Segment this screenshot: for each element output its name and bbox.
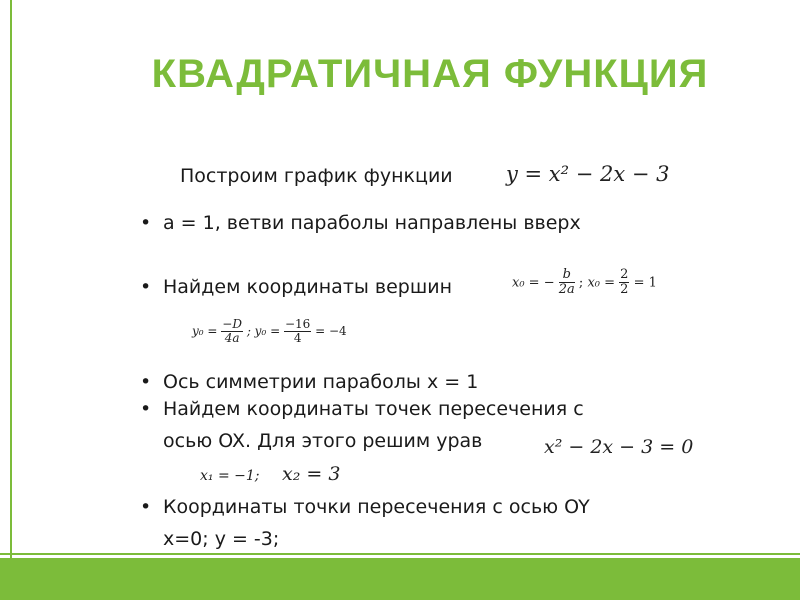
bullet-vertex: Найдем координаты вершин bbox=[163, 276, 453, 298]
bullet-axis: Ось симметрии параболы x = 1 bbox=[163, 371, 479, 393]
bottom-accent-line bbox=[0, 553, 800, 555]
intro-text: Построим график функции bbox=[180, 165, 453, 187]
slide-title: КВАДРАТИЧНАЯ ФУНКЦИЯ bbox=[151, 52, 709, 96]
root-x1: x₁ = −1; bbox=[200, 468, 260, 484]
root-x2: x₂ = 3 bbox=[282, 463, 341, 485]
bullet-dot: • bbox=[140, 398, 152, 420]
bullet-dot: • bbox=[140, 212, 152, 234]
bullet-dot: • bbox=[140, 371, 152, 393]
bullet-dot: • bbox=[140, 276, 152, 298]
vertex-x-formula: x₀ = − $\frac{b}{2a}$ ; x₀ = $\frac{2}{2}$ = 1 bbox=[512, 267, 657, 298]
equation-formula: x² − 2x − 3 = 0 bbox=[544, 436, 694, 458]
intro-formula: y = x² − 2x − 3 bbox=[506, 162, 670, 186]
bullet-dot: • bbox=[140, 496, 152, 518]
bullet-ox-line1: Найдем координаты точек пересечения с bbox=[163, 398, 584, 420]
bullet-ox-line2: осью OX. Для этого решим урав bbox=[163, 430, 483, 452]
bullet-oy-line2: x=0; y = -3; bbox=[163, 528, 280, 550]
vertex-y-formula: y₀ = $\frac{-D}{4a}$ ; y₀ = $\frac{-16}{4}$ = −4 bbox=[192, 317, 347, 346]
bullet-branches: a = 1, ветви параболы направлены вверх bbox=[163, 212, 581, 234]
bullet-oy-line1: Координаты точки пересечения с осью OY bbox=[163, 496, 590, 518]
bottom-accent-band bbox=[0, 558, 800, 600]
